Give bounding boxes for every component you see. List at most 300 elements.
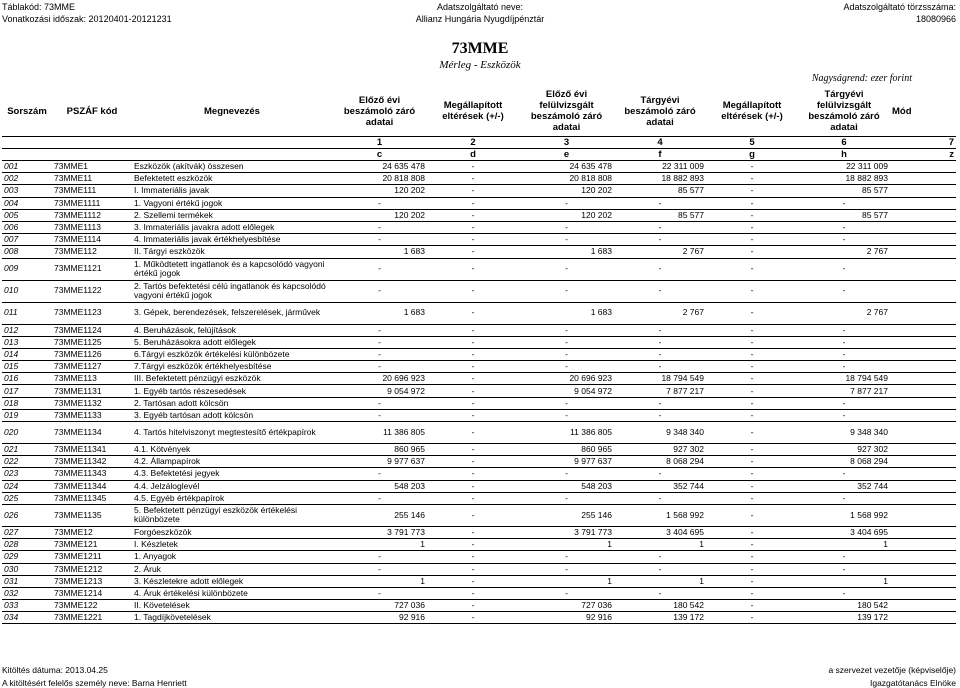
col-sorszam: Sorszám bbox=[2, 86, 52, 137]
row-value: 22 311 009 bbox=[614, 161, 706, 173]
row-value: 7 877 217 bbox=[798, 385, 890, 397]
table-row bbox=[2, 197, 956, 209]
row-value: - bbox=[332, 563, 427, 575]
row-value: - bbox=[798, 324, 890, 336]
row-value: - bbox=[427, 336, 519, 348]
row-value: - bbox=[519, 587, 614, 599]
row-value: - bbox=[706, 468, 798, 480]
row-value: - bbox=[427, 539, 519, 551]
table-row bbox=[2, 587, 956, 599]
row-value: 9 054 972 bbox=[332, 385, 427, 397]
row-value: - bbox=[706, 246, 798, 258]
row-value: - bbox=[427, 246, 519, 258]
row-value: 1 bbox=[332, 575, 427, 587]
row-number: 008 bbox=[2, 246, 52, 258]
row-number: 020 bbox=[2, 422, 52, 444]
col-number: 2 bbox=[427, 137, 519, 149]
col-name: Megnevezés bbox=[132, 86, 332, 137]
row-value: 92 916 bbox=[332, 612, 427, 624]
col-curr-audited: Tárgyévi felülvizsgált beszámoló záró adatai bbox=[798, 86, 890, 137]
row-value: - bbox=[798, 468, 890, 480]
row-value: - bbox=[706, 348, 798, 360]
row-value: - bbox=[332, 551, 427, 563]
col-number: 5 bbox=[706, 137, 798, 149]
col-number: 3 bbox=[519, 137, 614, 149]
row-name: Eszközök (akítvák) összesen bbox=[132, 161, 332, 173]
row-number: 014 bbox=[2, 348, 52, 360]
row-value: - bbox=[332, 280, 427, 302]
row-value: 180 542 bbox=[614, 600, 706, 612]
table-code: Táblakód: 73MME bbox=[2, 2, 76, 12]
row-value: 1 683 bbox=[332, 302, 427, 324]
row-value: 20 818 808 bbox=[332, 173, 427, 185]
row-name: 3. Gépek, berendezések, felszerelések, járművek bbox=[132, 302, 332, 324]
col-letter: h bbox=[798, 149, 890, 161]
row-value: - bbox=[706, 480, 798, 492]
table-row bbox=[2, 336, 956, 348]
row-number: 026 bbox=[2, 504, 52, 526]
row-pszaf-code: 73MME11 bbox=[52, 173, 132, 185]
row-value: - bbox=[706, 385, 798, 397]
table-row bbox=[2, 480, 956, 492]
row-value: 11 386 805 bbox=[519, 422, 614, 444]
row-value: 255 146 bbox=[519, 504, 614, 526]
row-name: Forgóeszközök bbox=[132, 526, 332, 538]
row-mod bbox=[890, 409, 956, 421]
row-value: - bbox=[427, 324, 519, 336]
row-value: - bbox=[427, 302, 519, 324]
row-pszaf-code: 73MME1125 bbox=[52, 336, 132, 348]
row-value: - bbox=[614, 280, 706, 302]
row-number: 019 bbox=[2, 409, 52, 421]
row-number: 001 bbox=[2, 161, 52, 173]
col-number: 6 bbox=[798, 137, 890, 149]
row-pszaf-code: 73MME1123 bbox=[52, 302, 132, 324]
row-mod bbox=[890, 373, 956, 385]
row-value: 2 767 bbox=[798, 246, 890, 258]
table-row bbox=[2, 361, 956, 373]
row-mod bbox=[890, 587, 956, 599]
row-pszaf-code: 73MME1214 bbox=[52, 587, 132, 599]
row-value: - bbox=[427, 587, 519, 599]
row-value: - bbox=[427, 456, 519, 468]
row-value: - bbox=[427, 612, 519, 624]
row-value: - bbox=[332, 258, 427, 280]
row-value: - bbox=[427, 161, 519, 173]
table-row bbox=[2, 444, 956, 456]
row-value: - bbox=[332, 492, 427, 504]
row-mod bbox=[890, 324, 956, 336]
row-name: 1. Vagyoni értékű jogok bbox=[132, 197, 332, 209]
row-value: - bbox=[706, 526, 798, 538]
row-value: - bbox=[427, 409, 519, 421]
row-value: 727 036 bbox=[332, 600, 427, 612]
row-value: 1 bbox=[798, 539, 890, 551]
row-value: - bbox=[427, 373, 519, 385]
col-prev-report: Előző évi beszámoló záró adatai bbox=[332, 86, 427, 137]
page-subtitle: Mérleg - Eszközök bbox=[439, 59, 521, 71]
row-pszaf-code: 73MME111 bbox=[52, 185, 132, 197]
row-value: - bbox=[706, 197, 798, 209]
row-value: - bbox=[427, 234, 519, 246]
row-value: - bbox=[706, 587, 798, 599]
row-pszaf-code: 73MME11344 bbox=[52, 480, 132, 492]
row-value: - bbox=[332, 234, 427, 246]
row-value: - bbox=[614, 361, 706, 373]
row-value: - bbox=[519, 280, 614, 302]
row-value: - bbox=[798, 551, 890, 563]
row-mod bbox=[890, 348, 956, 360]
row-value: - bbox=[427, 563, 519, 575]
table-row bbox=[2, 539, 956, 551]
row-name: 5. Befektetett pénzügyi eszközök értékelési különbözete bbox=[132, 504, 332, 526]
col-letter: d bbox=[427, 149, 519, 161]
row-mod bbox=[890, 456, 956, 468]
row-mod bbox=[890, 575, 956, 587]
row-name: 4.4. Jelzáloglevél bbox=[132, 480, 332, 492]
table-row bbox=[2, 173, 956, 185]
table-row bbox=[2, 409, 956, 421]
row-value: 180 542 bbox=[798, 600, 890, 612]
row-value: - bbox=[427, 197, 519, 209]
row-value: - bbox=[519, 348, 614, 360]
row-value: - bbox=[332, 221, 427, 233]
row-name: II. Követelések bbox=[132, 600, 332, 612]
col-curr-report: Tárgyévi beszámoló záró adatai bbox=[614, 86, 706, 137]
row-pszaf-code: 73MME1113 bbox=[52, 221, 132, 233]
row-value: 22 311 009 bbox=[798, 161, 890, 173]
row-value: 352 744 bbox=[798, 480, 890, 492]
table-row bbox=[2, 422, 956, 444]
row-number: 022 bbox=[2, 456, 52, 468]
row-number: 032 bbox=[2, 587, 52, 599]
row-pszaf-code: 73MME1133 bbox=[52, 409, 132, 421]
row-value: 2 767 bbox=[798, 302, 890, 324]
row-value: 9 348 340 bbox=[614, 422, 706, 444]
row-value: - bbox=[519, 336, 614, 348]
row-value: 2 767 bbox=[614, 246, 706, 258]
row-value: 8 068 294 bbox=[798, 456, 890, 468]
row-value: - bbox=[706, 361, 798, 373]
row-mod bbox=[890, 161, 956, 173]
row-mod bbox=[890, 197, 956, 209]
row-pszaf-code: 73MME1211 bbox=[52, 551, 132, 563]
row-number: 013 bbox=[2, 336, 52, 348]
row-value: 9 054 972 bbox=[519, 385, 614, 397]
table-row bbox=[2, 397, 956, 409]
row-name: 3. Egyéb tartósan adott kölcsön bbox=[132, 409, 332, 421]
row-value: - bbox=[706, 234, 798, 246]
row-value: - bbox=[706, 422, 798, 444]
row-value: - bbox=[614, 492, 706, 504]
row-name: 6.Tárgyi eszközök értékelési különbözete bbox=[132, 348, 332, 360]
provider-name-label: Adatszolgáltató neve: bbox=[436, 2, 524, 12]
row-value: - bbox=[614, 197, 706, 209]
row-value: 3 404 695 bbox=[798, 526, 890, 538]
row-value: 1 683 bbox=[332, 246, 427, 258]
row-value: 18 794 549 bbox=[614, 373, 706, 385]
row-name: 4. Immateriális javak értékhelyesbítése bbox=[132, 234, 332, 246]
row-pszaf-code: 73MME11343 bbox=[52, 468, 132, 480]
col-number: 4 bbox=[614, 137, 706, 149]
row-value: 85 577 bbox=[798, 185, 890, 197]
col-curr-diff: Megállapított eltérések (+/-) bbox=[706, 86, 798, 137]
row-value: - bbox=[706, 397, 798, 409]
row-value: - bbox=[519, 324, 614, 336]
table-row bbox=[2, 302, 956, 324]
col-pszaf-code: PSZÁF kód bbox=[52, 86, 132, 137]
row-value: - bbox=[427, 575, 519, 587]
row-value: 139 172 bbox=[798, 612, 890, 624]
row-pszaf-code: 73MME122 bbox=[52, 600, 132, 612]
row-number: 006 bbox=[2, 221, 52, 233]
row-name: 2. Tartósan adott kölcsön bbox=[132, 397, 332, 409]
row-name: III. Befektetett pénzügyi eszközök bbox=[132, 373, 332, 385]
row-number: 007 bbox=[2, 234, 52, 246]
row-value: - bbox=[427, 492, 519, 504]
table-row bbox=[2, 185, 956, 197]
row-value: 11 386 805 bbox=[332, 422, 427, 444]
page-title: 73MME bbox=[451, 40, 509, 57]
table-row bbox=[2, 551, 956, 563]
row-value: 120 202 bbox=[519, 209, 614, 221]
row-value: - bbox=[614, 348, 706, 360]
row-value: - bbox=[519, 551, 614, 563]
row-pszaf-code: 73MME1132 bbox=[52, 397, 132, 409]
row-mod bbox=[890, 600, 956, 612]
row-number: 024 bbox=[2, 480, 52, 492]
row-number: 012 bbox=[2, 324, 52, 336]
row-value: 8 068 294 bbox=[614, 456, 706, 468]
row-value: 20 696 923 bbox=[332, 373, 427, 385]
row-number: 018 bbox=[2, 397, 52, 409]
row-value: 85 577 bbox=[614, 209, 706, 221]
row-value: - bbox=[427, 422, 519, 444]
row-value: 1 568 992 bbox=[614, 504, 706, 526]
row-value: - bbox=[798, 563, 890, 575]
column-header-row bbox=[2, 86, 956, 137]
row-mod bbox=[890, 258, 956, 280]
table-row bbox=[2, 161, 956, 173]
row-value: - bbox=[706, 575, 798, 587]
row-number: 028 bbox=[2, 539, 52, 551]
row-pszaf-code: 73MME1134 bbox=[52, 422, 132, 444]
row-value: 85 577 bbox=[798, 209, 890, 221]
row-number: 023 bbox=[2, 468, 52, 480]
table-row bbox=[2, 234, 956, 246]
col-letter: z bbox=[890, 149, 956, 161]
row-value: - bbox=[706, 409, 798, 421]
row-value: - bbox=[332, 468, 427, 480]
row-pszaf-code: 73MME1121 bbox=[52, 258, 132, 280]
provider-id-label: Adatszolgáltató törzsszáma: bbox=[843, 2, 956, 12]
row-value: - bbox=[332, 197, 427, 209]
row-pszaf-code: 73MME1127 bbox=[52, 361, 132, 373]
row-pszaf-code: 73MME1114 bbox=[52, 234, 132, 246]
provider-name: Allianz Hungária Nyugdíjpénztár bbox=[415, 14, 545, 24]
row-value: - bbox=[427, 348, 519, 360]
row-mod bbox=[890, 280, 956, 302]
row-pszaf-code: 73MME1212 bbox=[52, 563, 132, 575]
row-value: - bbox=[519, 492, 614, 504]
row-number: 016 bbox=[2, 373, 52, 385]
row-number: 011 bbox=[2, 302, 52, 324]
row-name: Befektetett eszközök bbox=[132, 173, 332, 185]
row-value: 9 348 340 bbox=[798, 422, 890, 444]
row-value: - bbox=[427, 209, 519, 221]
row-name: II. Tárgyi eszközök bbox=[132, 246, 332, 258]
row-number: 029 bbox=[2, 551, 52, 563]
row-value: - bbox=[706, 258, 798, 280]
row-value: - bbox=[614, 551, 706, 563]
row-name: 1. Működtetett ingatlanok és a kapcsolódó vagyoni értékű jogok bbox=[132, 258, 332, 280]
row-mod bbox=[890, 246, 956, 258]
row-number: 015 bbox=[2, 361, 52, 373]
row-number: 002 bbox=[2, 173, 52, 185]
table-row bbox=[2, 348, 956, 360]
row-value: 727 036 bbox=[519, 600, 614, 612]
row-value: 18 882 893 bbox=[798, 173, 890, 185]
row-value: 1 683 bbox=[519, 246, 614, 258]
provider-id: 18080966 bbox=[915, 14, 956, 24]
row-value: - bbox=[427, 258, 519, 280]
table-row bbox=[2, 575, 956, 587]
row-value: - bbox=[798, 587, 890, 599]
row-value: - bbox=[427, 504, 519, 526]
row-value: - bbox=[706, 280, 798, 302]
row-value: 255 146 bbox=[332, 504, 427, 526]
row-name: 1. Anyagok bbox=[132, 551, 332, 563]
row-pszaf-code: 73MME1112 bbox=[52, 209, 132, 221]
row-mod bbox=[890, 185, 956, 197]
row-value: 1 bbox=[798, 575, 890, 587]
reference-period: Vonatkozási időszak: 20120401-20121231 bbox=[2, 14, 172, 24]
row-number: 033 bbox=[2, 600, 52, 612]
table-row bbox=[2, 504, 956, 526]
row-value: - bbox=[519, 258, 614, 280]
row-pszaf-code: 73MME113 bbox=[52, 373, 132, 385]
row-pszaf-code: 73MME1221 bbox=[52, 612, 132, 624]
row-value: - bbox=[706, 373, 798, 385]
row-value: - bbox=[614, 563, 706, 575]
row-mod bbox=[890, 361, 956, 373]
row-pszaf-code: 73MME1131 bbox=[52, 385, 132, 397]
row-pszaf-code: 73MME1213 bbox=[52, 575, 132, 587]
row-value: 120 202 bbox=[332, 209, 427, 221]
row-mod bbox=[890, 526, 956, 538]
row-value: 3 791 773 bbox=[519, 526, 614, 538]
row-value: 1 bbox=[519, 575, 614, 587]
row-value: - bbox=[427, 361, 519, 373]
row-mod bbox=[890, 221, 956, 233]
row-number: 005 bbox=[2, 209, 52, 221]
row-number: 010 bbox=[2, 280, 52, 302]
row-name: 2. Tartós befektetési célú ingatlanok és kapcsolódó vagyoni értékű jogok bbox=[132, 280, 332, 302]
row-pszaf-code: 73MME1 bbox=[52, 161, 132, 173]
row-value: - bbox=[706, 221, 798, 233]
row-pszaf-code: 73MME1122 bbox=[52, 280, 132, 302]
row-value: - bbox=[706, 173, 798, 185]
row-pszaf-code: 73MME11341 bbox=[52, 444, 132, 456]
row-value: - bbox=[519, 397, 614, 409]
row-value: - bbox=[332, 324, 427, 336]
row-pszaf-code: 73MME1135 bbox=[52, 504, 132, 526]
responsible-person: A kitöltésért felelős személy neve: Barna Henriett bbox=[2, 678, 187, 688]
row-number: 027 bbox=[2, 526, 52, 538]
table-row bbox=[2, 600, 956, 612]
row-number: 031 bbox=[2, 575, 52, 587]
fill-date: Kitöltés dátuma: 2013.04.25 bbox=[2, 665, 108, 675]
row-name: I. Immateriális javak bbox=[132, 185, 332, 197]
row-value: - bbox=[427, 600, 519, 612]
row-name: 3. Készletekre adott előlegek bbox=[132, 575, 332, 587]
row-value: 1 bbox=[614, 575, 706, 587]
row-value: - bbox=[798, 280, 890, 302]
row-mod bbox=[890, 480, 956, 492]
row-value: 2 767 bbox=[614, 302, 706, 324]
row-value: - bbox=[706, 302, 798, 324]
row-value: 18 882 893 bbox=[614, 173, 706, 185]
column-letter-row bbox=[2, 149, 956, 161]
row-name: 4. Áruk értékelési különbözete bbox=[132, 587, 332, 599]
row-name: 4.3. Befektetési jegyek bbox=[132, 468, 332, 480]
row-mod bbox=[890, 173, 956, 185]
table-row bbox=[2, 468, 956, 480]
signer-title: Igazgatótanács Elnöke bbox=[869, 678, 956, 688]
row-value: 18 794 549 bbox=[798, 373, 890, 385]
row-value: 9 977 637 bbox=[332, 456, 427, 468]
row-value: - bbox=[798, 361, 890, 373]
row-value: - bbox=[798, 258, 890, 280]
row-pszaf-code: 73MME1124 bbox=[52, 324, 132, 336]
row-value: 9 977 637 bbox=[519, 456, 614, 468]
row-value: 860 965 bbox=[519, 444, 614, 456]
row-pszaf-code: 73MME12 bbox=[52, 526, 132, 538]
row-name: 4. Tartós hitelviszonyt megtestesítő értékpapírok bbox=[132, 422, 332, 444]
row-mod bbox=[890, 468, 956, 480]
row-value: - bbox=[614, 336, 706, 348]
row-number: 034 bbox=[2, 612, 52, 624]
row-number: 003 bbox=[2, 185, 52, 197]
row-number: 017 bbox=[2, 385, 52, 397]
row-number: 025 bbox=[2, 492, 52, 504]
row-value: - bbox=[519, 234, 614, 246]
table-row bbox=[2, 492, 956, 504]
row-value: - bbox=[519, 197, 614, 209]
row-name: 3. Immateriális javakra adott előlegek bbox=[132, 221, 332, 233]
table-row bbox=[2, 612, 956, 624]
row-value: - bbox=[427, 173, 519, 185]
balance-sheet-table bbox=[2, 86, 956, 624]
row-value: 24 635 478 bbox=[332, 161, 427, 173]
table-row bbox=[2, 246, 956, 258]
row-value: 3 404 695 bbox=[614, 526, 706, 538]
row-value: 120 202 bbox=[332, 185, 427, 197]
row-value: - bbox=[427, 221, 519, 233]
row-value: 120 202 bbox=[519, 185, 614, 197]
row-name: 1. Tagdíjkövetelések bbox=[132, 612, 332, 624]
row-value: - bbox=[427, 551, 519, 563]
row-value: - bbox=[798, 197, 890, 209]
row-value: 20 818 808 bbox=[519, 173, 614, 185]
row-mod bbox=[890, 492, 956, 504]
row-value: 927 302 bbox=[614, 444, 706, 456]
col-mod: Mód bbox=[890, 86, 956, 137]
signer-label: a szervezet vezetője (képviselője) bbox=[828, 665, 956, 675]
row-value: 548 203 bbox=[519, 480, 614, 492]
row-mod bbox=[890, 444, 956, 456]
table-row bbox=[2, 324, 956, 336]
